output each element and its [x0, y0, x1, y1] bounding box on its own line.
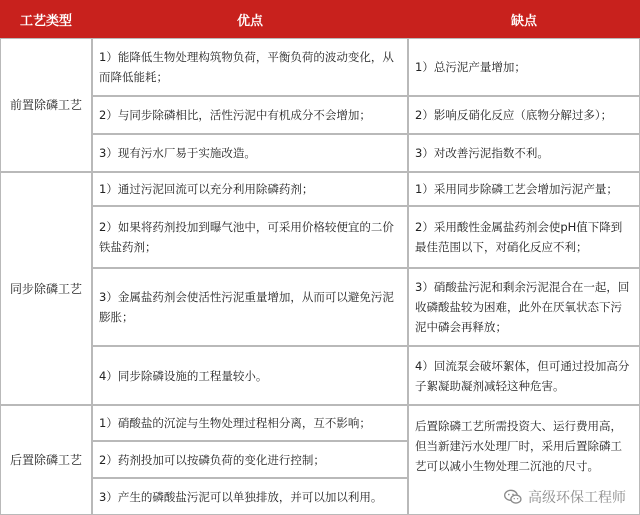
process-type-label: 同步除磷工艺 [0, 172, 92, 405]
pros-item: 1）硝酸盐的沉淀与生物处理过程相分离，互不影响； [92, 405, 408, 441]
pros-item: 3）产生的磷酸盐污泥可以单独排放，并可以加以利用。 [92, 478, 408, 515]
pros-item: 4）同步除磷设施的工程量较小。 [92, 346, 408, 405]
pros-item: 2）如果将药剂投加到曝气池中，可采用价格较便宜的二价铁盐药剂； [92, 206, 408, 268]
cons-item: 2）采用酸性金属盐药剂会使pH值下降到最佳范围以下，对硝化反应不利； [408, 206, 640, 268]
watermark [501, 487, 628, 507]
cons-item: 3）硝酸盐污泥和剩余污泥混合在一起，回收磷酸盐较为困难，此外在厌氧状态下污泥中磷会再释放； [408, 268, 640, 346]
pros-item: 1）能降低生物处理构筑物负荷，平衡负荷的波动变化，从而降低能耗； [92, 38, 408, 96]
cons-item: 2）影响反硝化反应（底物分解过多）； [408, 96, 640, 134]
cons-item: 后置除磷工艺所需投资大、运行费用高，但当新建污水处理厂时，采用后置除磷工艺可以减小生物处理二沉池的尺寸。 [408, 405, 640, 515]
process-type-label: 前置除磷工艺 [0, 38, 92, 172]
cons-item: 1）采用同步除磷工艺会增加污泥产量； [408, 172, 640, 206]
cons-item: 4）回流泵会破坏絮体，但可通过投加高分子絮凝助凝剂减轻这种危害。 [408, 346, 640, 405]
wechat-icon [503, 487, 523, 507]
header-type: 工艺类型 [0, 0, 92, 38]
pros-item: 1）通过污泥回流可以充分利用除磷药剂； [92, 172, 408, 206]
cons-item: 1）总污泥产量增加； [408, 38, 640, 96]
header-cons: 缺点 [408, 0, 640, 38]
cons-item: 3）对改善污泥指数不利。 [408, 134, 640, 172]
header-pros: 优点 [92, 0, 408, 38]
pros-item: 3）金属盐药剂会使活性污泥重量增加，从而可以避免污泥膨胀； [92, 268, 408, 346]
pros-item: 3）现有污水厂易于实施改造。 [92, 134, 408, 172]
watermark-text: 高级环保工程师 [528, 490, 626, 506]
pros-item: 2）药剂投加可以按磷负荷的变化进行控制； [92, 441, 408, 478]
process-type-label: 后置除磷工艺 [0, 405, 92, 515]
pros-item: 2）与同步除磷相比，活性污泥中有机成分不会增加； [92, 96, 408, 134]
